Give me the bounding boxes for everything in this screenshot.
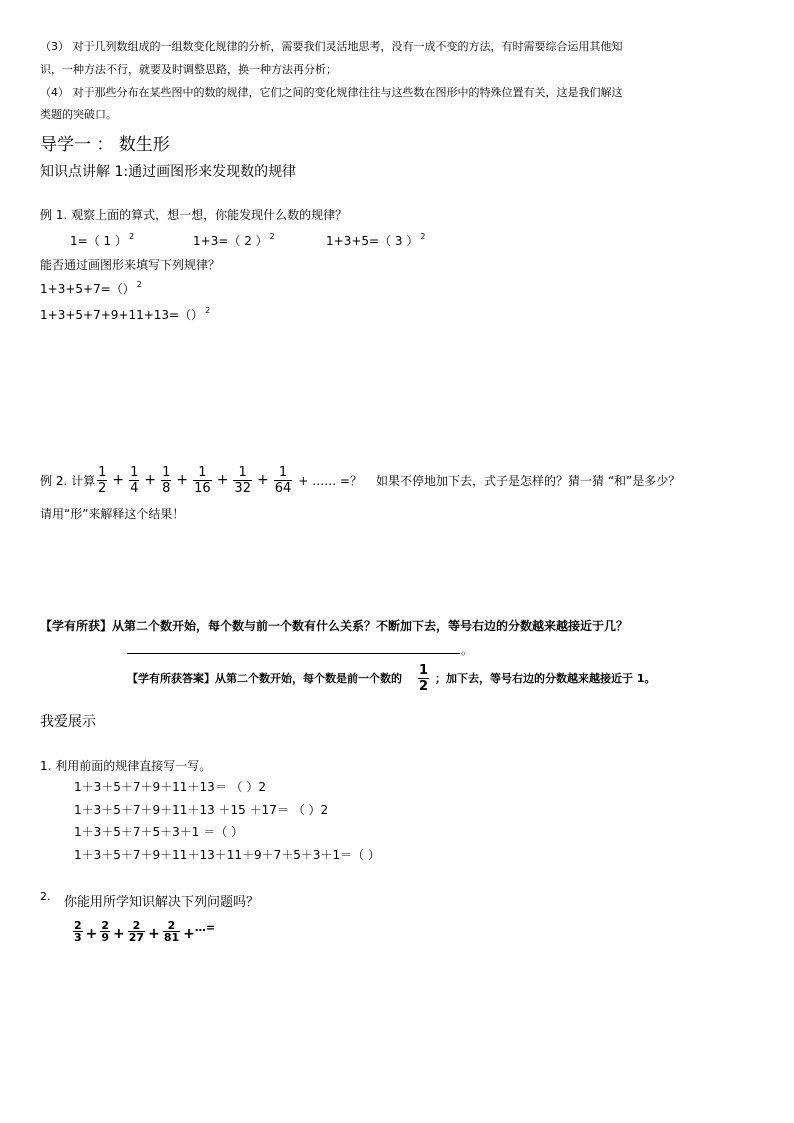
- gain-question: 【学有所获】从第二个数开始，每个数与前一个数有什么关系？不断加下去，等号右边的分数越来越接近于几？: [40, 619, 629, 633]
- gain-answer: 【学有所获答案】从第二个数开始，每个数是前一个数的 $\frac{1}{2}$ ；加下去，等号右边的分数越来越接近于 1。: [127, 662, 656, 694]
- example2-label: 例 2. 计算: [40, 473, 96, 488]
- fraction: $\frac{1}{2}$: [419, 662, 429, 694]
- example1-eq1: 1=（ 1 ） $^2$: [70, 232, 135, 248]
- answer-blank: [127, 653, 460, 654]
- example2-question: 如果不停地加下去，式子是怎样的？猜一猜 “和”是多少？: [376, 473, 681, 488]
- example1-eq2: 1+3=（ 2 ） $^2$: [193, 232, 275, 248]
- fraction: $\frac{1}{32}$: [234, 464, 251, 496]
- blank-period: 。: [461, 643, 474, 657]
- example2-line: 例 2. 计算 $\frac{1}{2}$ + $\frac{1}{4}$ + $\frac{1}{8}$ + $\frac{1}{16}$ + $\frac{1}{32}$ + $\frac{1}{64}$ + …… =？ 如果不停地加下去，式子是怎样的？猜一猜 “和”是多少？: [40, 464, 681, 496]
- q2-expression: 2 3 + $\frac{2}{9}$ + $\frac{2}{27}$ + $\frac{2}{81}$ + …=: [74, 918, 216, 944]
- example1-eq3: 1+3+5=（ 3 ） $^2$: [326, 232, 426, 248]
- intro-p4-line1: （4） 对于那些分布在某些图中的数的规律，它们之间的变化规律往往与这些数在图形中的特殊位置有关，这是我们解这: [40, 86, 623, 99]
- show-heading: 我爱展示: [40, 714, 96, 730]
- fraction: $\frac{1}{4}$: [130, 464, 139, 496]
- q1-line: 1＋3＋5＋7＋5＋3＋1 ＝（ ）: [74, 825, 244, 839]
- example2-line2: 请用“形”来解释这个结果！: [40, 507, 185, 521]
- q1-line: 1＋3＋5＋7＋9＋11＋13＝ （ ）2: [74, 780, 266, 794]
- intro-p3-line1: （3） 对于几列数组成的一组数变化规律的分析，需要我们灵活地思考，没有一成不变的方法，有时需要综合运用其他知: [40, 40, 623, 53]
- example2-tail: + …… =？: [298, 473, 362, 488]
- fraction: $\frac{2}{81}$: [163, 918, 180, 944]
- fraction: $\frac{1}{16}$: [194, 464, 211, 496]
- fraction: 2 3: [74, 918, 82, 944]
- fraction: $\frac{1}{8}$: [162, 464, 171, 496]
- section-heading: 导学一 ： 数生形: [40, 135, 170, 155]
- intro-p3-line2: 识，一种方法不行，就要及时调整思路，换一种方法再分析；: [40, 63, 337, 76]
- fraction: $\frac{2}{27}$: [128, 918, 145, 944]
- q2-number: 2.: [40, 890, 51, 903]
- example1-line1: 1+3+5+7=（） $^2$: [40, 280, 142, 296]
- example1-line2: 1+3+5+7+9+11+13=（） $^2$: [40, 306, 211, 322]
- section-subheading: 知识点讲解 1:通过画图形来发现数的规律: [40, 164, 297, 180]
- q2-label: 你能用所学知识解决下列问题吗？: [64, 895, 260, 910]
- q2-tail: …=: [194, 920, 216, 934]
- q1-line: 1＋3＋5＋7＋9＋11＋13＋11＋9＋7＋5＋3＋1＝（ ）: [74, 848, 380, 862]
- example1-question: 能否通过画图形来填写下列规律？: [40, 258, 221, 272]
- q1-label: 1. 利用前面的规律直接写一写。: [40, 759, 212, 773]
- fraction: $\frac{1}{2}$: [98, 464, 107, 496]
- fraction: $\frac{1}{64}$: [274, 464, 292, 496]
- fraction: $\frac{2}{9}$: [101, 918, 110, 944]
- q1-line: 1＋3＋5＋7＋9＋11＋13 ＋15 ＋17＝ （ ）2: [74, 803, 329, 817]
- intro-p4-line2: 类题的突破口。: [40, 108, 117, 121]
- example1-prompt: 例 1. 观察上面的算式，想一想，你能发现什么数的规律？: [40, 208, 348, 222]
